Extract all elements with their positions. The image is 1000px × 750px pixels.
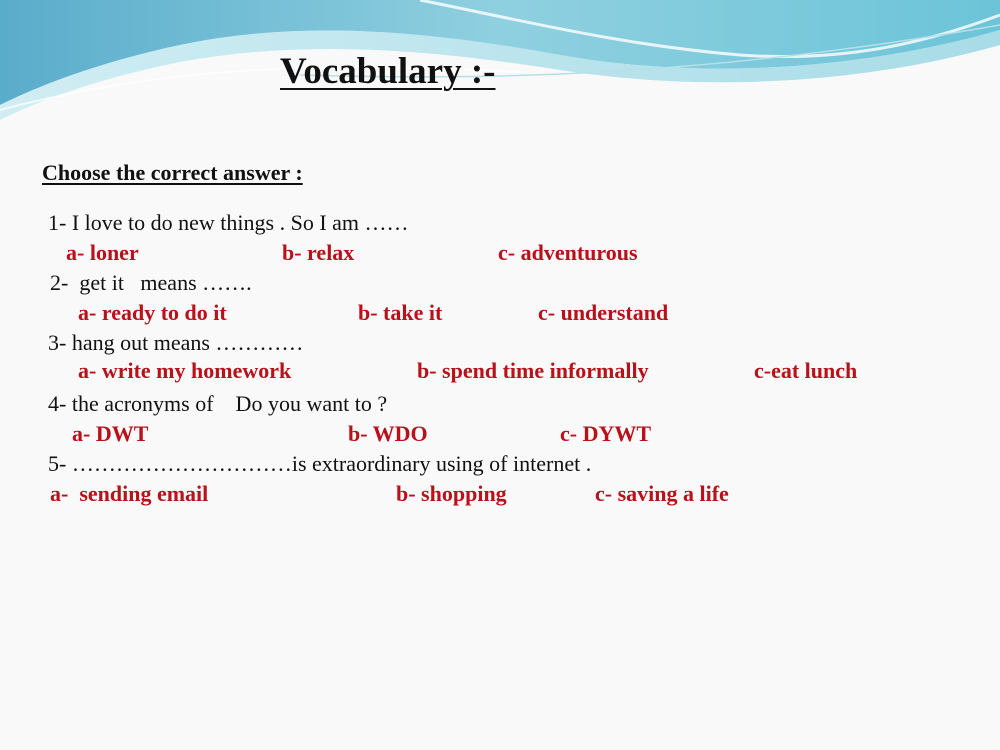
question-2-prompt: 2- get it means …….: [50, 270, 252, 295]
question-5-prompt: 5- …………………………is extraordinary using of internet .: [48, 451, 592, 476]
question-4-option-a: a- DWT: [72, 421, 149, 446]
question-2-option-a: a- ready to do it: [78, 300, 227, 325]
question-3-prompt: 3- hang out means …………: [48, 330, 304, 355]
page-title: Vocabulary :-: [280, 51, 496, 92]
question-1-option-c: c- adventurous: [498, 240, 638, 265]
question-3-option-c: c-eat lunch: [754, 358, 858, 383]
question-3-option-a: a- write my homework: [78, 358, 292, 383]
instruction-heading: Choose the correct answer :: [42, 160, 303, 185]
question-3-option-b: b- spend time informally: [417, 358, 649, 383]
question-5-option-a: a- sending email: [50, 481, 209, 506]
question-4-option-c: c- DYWT: [560, 421, 652, 446]
question-1-option-a: a- loner: [66, 240, 139, 265]
question-1-option-b: b- relax: [282, 240, 355, 265]
question-2-option-b: b- take it: [358, 300, 443, 325]
question-4-option-b: b- WDO: [348, 421, 428, 446]
decorative-wave-banner: [0, 0, 1000, 130]
question-1-prompt: 1- I love to do new things . So I am ……: [48, 210, 409, 235]
question-2-option-c: c- understand: [538, 300, 669, 325]
question-5-option-b: b- shopping: [396, 481, 507, 506]
question-5-option-c: c- saving a life: [595, 481, 729, 506]
question-4-prompt: 4- the acronyms of Do you want to ?: [48, 391, 388, 416]
